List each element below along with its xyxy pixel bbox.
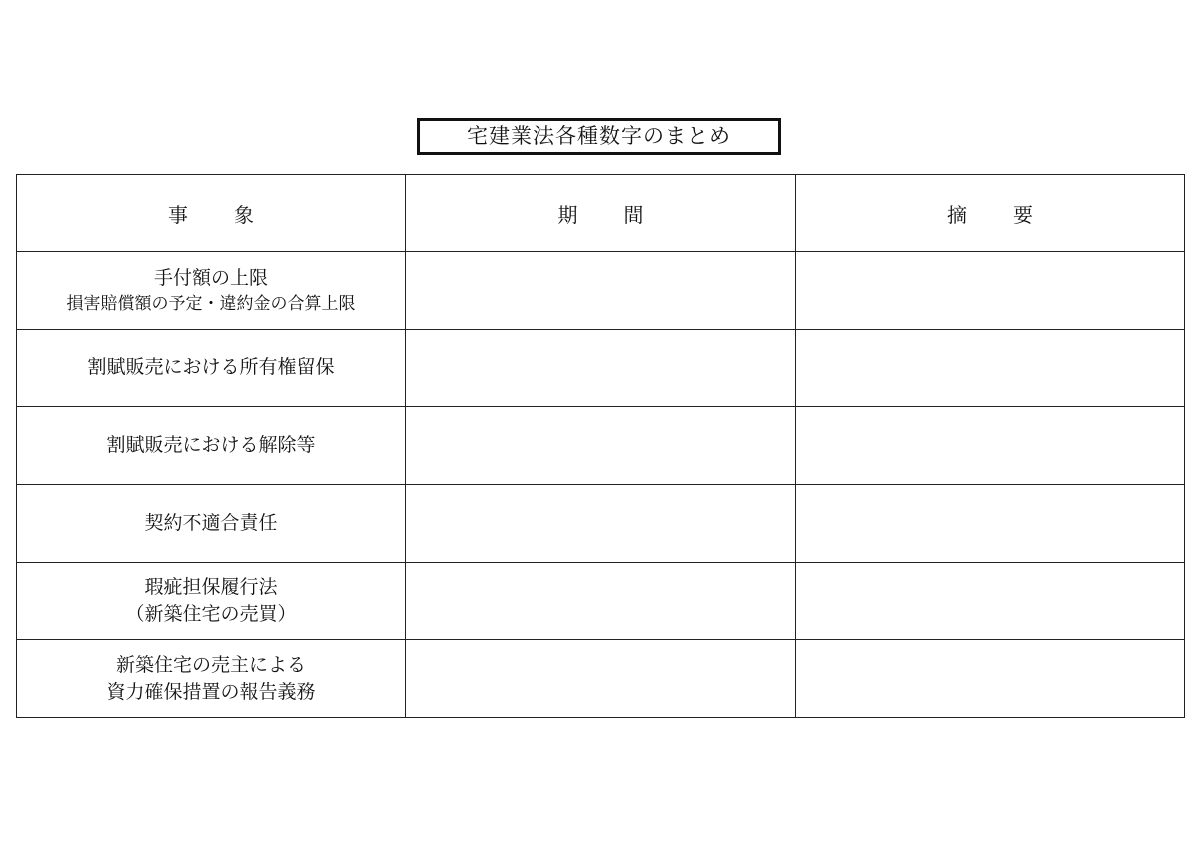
event-cell — [17, 329, 406, 407]
header-period-char-2: 間 — [623, 202, 644, 227]
event-line: 新築住宅の売主による — [115, 653, 306, 676]
period-cell[interactable] — [406, 329, 796, 407]
event-cell — [17, 484, 406, 562]
header-row — [17, 175, 1185, 252]
event-line: 契約不適合責任 — [144, 511, 278, 534]
table-row — [17, 562, 1185, 640]
summary-cell[interactable] — [796, 252, 1185, 330]
table-row — [17, 329, 1185, 407]
event-line: 割賦販売における解除等 — [106, 434, 316, 457]
header-summary-char-2: 要 — [1013, 202, 1033, 227]
header-event-char-1: 事 — [168, 202, 188, 227]
header-period-char-1: 期 — [557, 202, 578, 227]
event-cell — [17, 252, 406, 330]
summary-cell[interactable] — [796, 407, 1185, 485]
event-cell — [17, 640, 406, 718]
event-line: 手付額の上限 — [153, 266, 268, 289]
summary-table — [16, 174, 1185, 718]
summary-cell[interactable] — [796, 640, 1185, 718]
event-line: 資力確保措置の報告義務 — [106, 680, 316, 703]
header-event — [17, 175, 406, 252]
header-event-char-2: 象 — [234, 202, 254, 227]
summary-cell[interactable] — [796, 484, 1185, 562]
document-title — [417, 118, 781, 155]
period-cell[interactable] — [406, 407, 796, 485]
period-cell[interactable] — [406, 640, 796, 718]
period-cell[interactable] — [406, 484, 796, 562]
header-summary — [796, 175, 1185, 252]
table-row — [17, 640, 1185, 718]
table-row — [17, 252, 1185, 330]
table-row — [17, 484, 1185, 562]
summary-cell[interactable] — [796, 329, 1185, 407]
event-line: 損害賠償額の予定・違約金の合算上限 — [66, 293, 356, 314]
header-summary-char-1: 摘 — [947, 202, 967, 227]
table-row — [17, 407, 1185, 485]
period-cell[interactable] — [406, 252, 796, 330]
period-cell[interactable] — [406, 562, 796, 640]
header-period — [406, 175, 796, 252]
event-line: 割賦販売における所有権留保 — [87, 356, 335, 379]
event-line: 瑕疵担保履行法 — [144, 575, 278, 598]
event-line: （新築住宅の売買） — [125, 602, 297, 625]
summary-cell[interactable] — [796, 562, 1185, 640]
event-cell — [17, 562, 406, 640]
document-title-text: 宅建業法各種数字のまとめ — [467, 124, 731, 148]
event-cell — [17, 407, 406, 485]
